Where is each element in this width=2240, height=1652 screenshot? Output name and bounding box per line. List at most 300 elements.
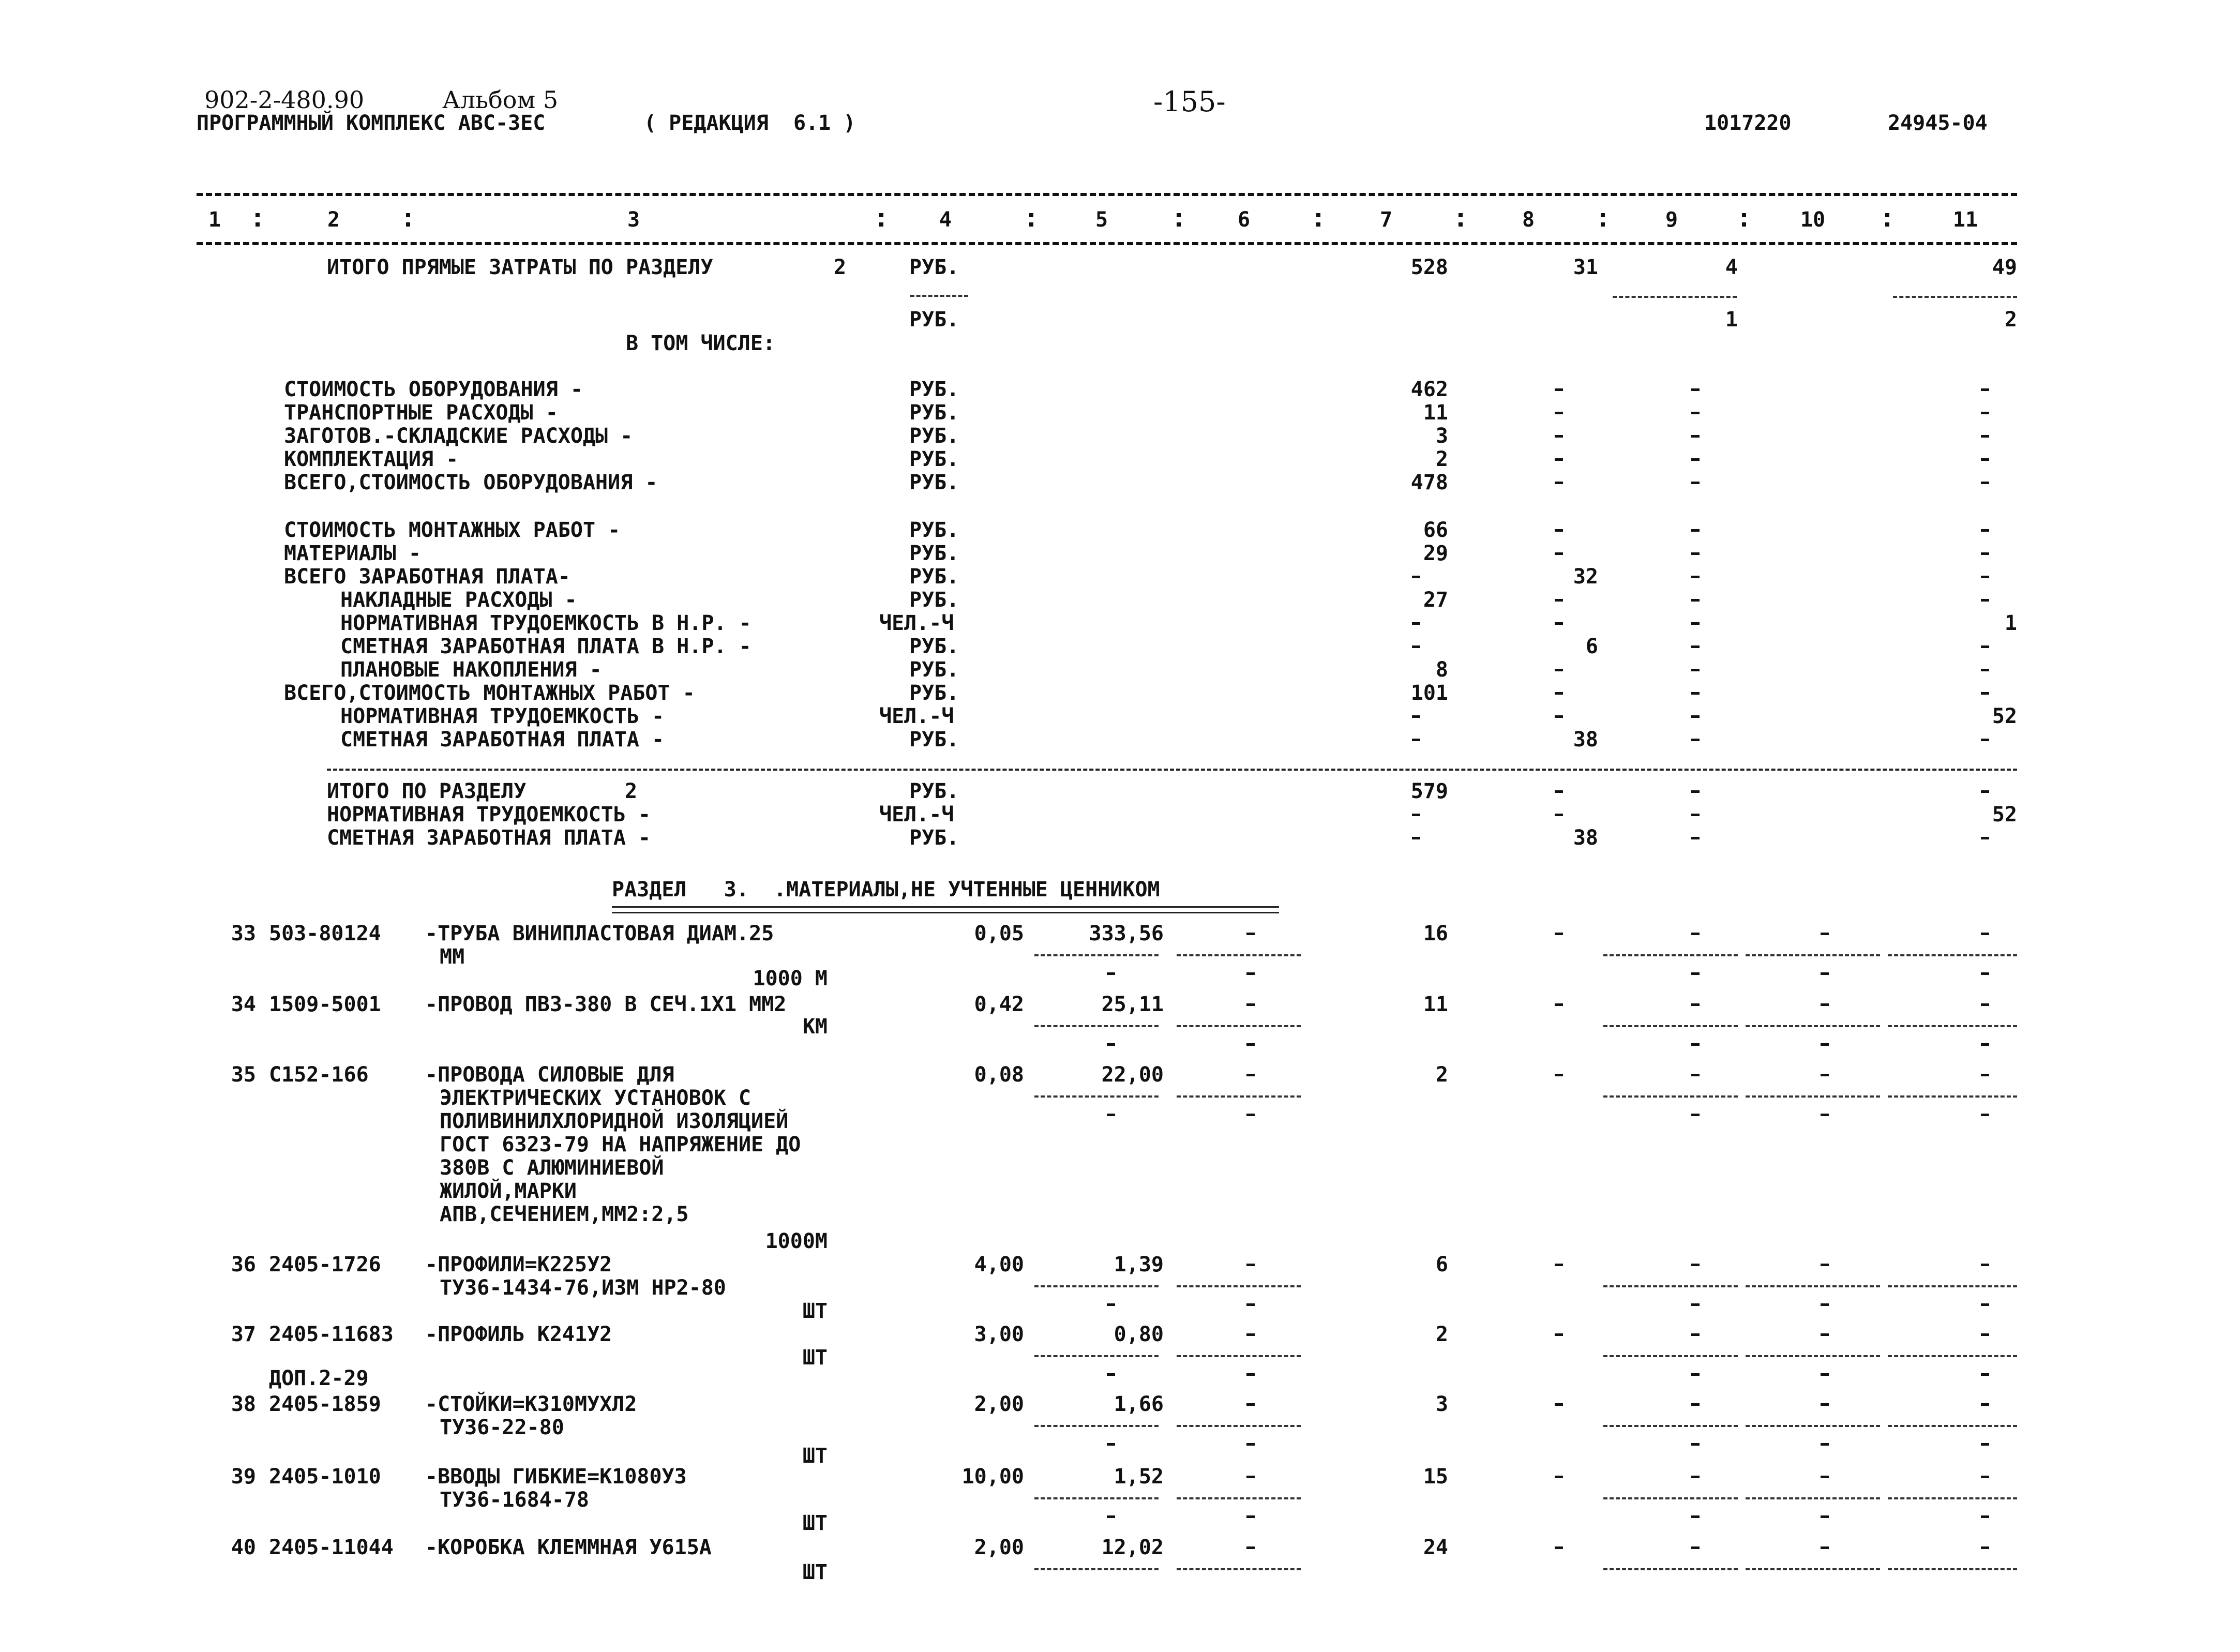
item-description: АПВ,СЕЧЕНИЕМ,ММ2:2,5 <box>440 1203 689 1226</box>
item-dash-line <box>1888 954 2017 956</box>
item-dash-line <box>1603 1355 1738 1357</box>
item-price: 1,39 <box>1114 1253 1164 1276</box>
item-dash-line <box>1177 1497 1301 1499</box>
dash-mark <box>1821 972 1829 975</box>
item-number: 36 <box>231 1253 256 1276</box>
column-separator <box>255 211 261 228</box>
column-separator <box>406 211 411 228</box>
dash-mark <box>1981 972 1989 975</box>
item-price: 12,02 <box>1101 1536 1164 1559</box>
dash-mark <box>1691 622 1700 625</box>
installation-line-unit: РУБ. <box>909 681 959 705</box>
item-code: 2405-1726 <box>269 1253 381 1276</box>
dash-mark <box>1821 933 1829 935</box>
installation-line-label: НОРМАТИВНАЯ ТРУДОЕМКОСТЬ - <box>340 704 665 728</box>
subtotal-dash-col11 <box>1893 296 2017 298</box>
dash-mark <box>1981 1043 1989 1046</box>
dash-mark <box>1691 435 1700 438</box>
total-col7: 528 <box>1410 256 1448 279</box>
installation-line-unit: ЧЕЛ.-Ч <box>879 611 954 635</box>
item-code: 503-80124 <box>269 922 381 945</box>
item-code: 2405-1859 <box>269 1392 381 1416</box>
dash-mark <box>1246 1443 1255 1446</box>
dash-mark <box>1107 1303 1115 1306</box>
dash-mark <box>1107 1043 1115 1046</box>
installation-line-unit: ЧЕЛ.-Ч <box>879 704 954 728</box>
dash-mark <box>1412 622 1420 625</box>
installation-col7: 29 <box>1423 542 1448 565</box>
item-quantity: 0,05 <box>974 922 1024 945</box>
item-unit: ШТ <box>802 1560 828 1584</box>
item-dash-line <box>1177 1095 1301 1098</box>
item-dash-line <box>1034 1425 1159 1427</box>
dash-mark <box>1691 1114 1700 1116</box>
dash-mark <box>1691 790 1700 793</box>
item-total: 2 <box>1435 1323 1448 1346</box>
dash-mark <box>1246 933 1255 935</box>
dash-mark <box>1981 1303 1989 1306</box>
dash-mark <box>1981 599 1989 602</box>
item-description: ЭЛЕКТРИЧЕСКИХ УСТАНОВОК С <box>440 1086 751 1110</box>
item-dash-line <box>1603 954 1738 956</box>
item-dash-line <box>1034 1355 1159 1357</box>
section-3-underline <box>612 906 1279 913</box>
item-price: 333,56 <box>1089 922 1164 945</box>
dash-mark <box>1555 1264 1563 1266</box>
item-number: 40 <box>231 1536 256 1559</box>
column-separator <box>879 211 884 228</box>
dash-mark <box>1691 1443 1700 1446</box>
item-quantity: 0,08 <box>974 1063 1024 1087</box>
doc-number: 902-2-480.90 <box>204 86 365 114</box>
installation-line-label: ПЛАНОВЫЕ НАКОПЛЕНИЯ - <box>340 658 602 682</box>
column-separator <box>1316 211 1321 228</box>
item-description: ЖИЛОЙ,МАРКИ <box>440 1179 577 1203</box>
item-number: 39 <box>231 1465 256 1489</box>
column-number: 11 <box>1952 208 1978 232</box>
installation-col8: 32 <box>1573 565 1598 589</box>
item-dash-line <box>1603 1285 1738 1287</box>
dash-mark <box>1821 1043 1829 1046</box>
dash-mark <box>1691 529 1700 532</box>
dash-mark <box>1821 1546 1829 1549</box>
column-separator <box>1459 211 1464 228</box>
dash-mark <box>1555 435 1563 438</box>
item-dash-line <box>1034 1497 1159 1499</box>
installation-line-label: СМЕТНАЯ ЗАРАБОТНАЯ ПЛАТА - <box>340 728 665 752</box>
item-dash-line <box>1888 1095 2017 1098</box>
item-code: С152-166 <box>269 1063 369 1087</box>
dash-mark <box>1691 645 1700 648</box>
equipment-line-unit: РУБ. <box>909 447 959 471</box>
item-dash-line <box>1746 1285 1880 1287</box>
installation-line-unit: РУБ. <box>909 658 959 682</box>
item-total: 2 <box>1435 1063 1448 1087</box>
dash-mark <box>1246 972 1255 975</box>
equipment-line-value: 3 <box>1435 424 1448 448</box>
dash-mark <box>1981 576 1989 578</box>
dash-mark <box>1981 1114 1989 1116</box>
installation-line-label: ВСЕГО ЗАРАБОТНАЯ ПЛАТА- <box>284 565 570 589</box>
item-unit: ШТ <box>802 1346 828 1370</box>
edition-label: ( РЕДАКЦИЯ 6.1 ) <box>644 111 856 135</box>
dash-mark <box>1412 576 1420 578</box>
dash-mark <box>1981 669 1989 671</box>
item-number: 34 <box>231 993 256 1016</box>
item-dash-line <box>1603 1095 1738 1098</box>
item-dash-line <box>1746 1497 1880 1499</box>
dash-mark <box>1981 1373 1989 1376</box>
dash-mark <box>1246 1546 1255 1549</box>
doc-code: 1017220 <box>1704 111 1792 135</box>
dash-mark <box>1981 1003 1989 1006</box>
item-dash-line <box>1177 954 1301 956</box>
equipment-line-unit: РУБ. <box>909 424 959 448</box>
dash-mark <box>1691 972 1700 975</box>
installation-col7: 101 <box>1410 681 1448 705</box>
installation-col11: 1 <box>2004 611 2017 635</box>
item-total: 6 <box>1435 1253 1448 1276</box>
dash-mark <box>1691 669 1700 671</box>
dash-mark <box>1555 458 1563 461</box>
item-code: 2405-11044 <box>269 1536 394 1559</box>
dash-mark <box>1555 1003 1563 1006</box>
column-number: 6 <box>1237 208 1251 232</box>
dash-mark <box>1412 739 1420 741</box>
column-separator <box>1029 211 1034 228</box>
item-description: -ПРОВОД ПВ3-380 В СЕЧ.1Х1 ММ2 <box>425 993 787 1016</box>
dash-mark <box>1981 1546 1989 1549</box>
item-code: 1509-5001 <box>269 993 381 1016</box>
dash-mark <box>1981 482 1989 484</box>
dash-mark <box>1246 1114 1255 1116</box>
dash-mark <box>1981 529 1989 532</box>
dash-mark <box>1981 435 1989 438</box>
dash-mark <box>1691 412 1700 414</box>
column-number: 10 <box>1800 208 1826 232</box>
column-separator <box>1177 211 1182 228</box>
dash-mark <box>1691 715 1700 718</box>
dash-mark <box>1555 669 1563 671</box>
column-number: 1 <box>208 208 221 232</box>
dash-mark <box>1981 412 1989 414</box>
dash-mark <box>1555 622 1563 625</box>
dash-mark <box>1246 1264 1255 1266</box>
dash-mark <box>1981 837 1989 839</box>
installation-col7: 27 <box>1423 588 1448 612</box>
dash-mark <box>1981 933 1989 935</box>
dash-mark <box>1981 1443 1989 1446</box>
section-total-rule <box>327 769 2017 771</box>
item-quantity: 2,00 <box>974 1392 1024 1416</box>
dash-mark <box>1555 412 1563 414</box>
installation-line-label: СТОИМОСТЬ МОНТАЖНЫХ РАБОТ - <box>284 518 621 542</box>
dash-mark <box>1981 645 1989 648</box>
item-description: ГОСТ 6323-79 НА НАПРЯЖЕНИЕ ДО <box>440 1133 801 1157</box>
dash-mark <box>1107 1373 1115 1376</box>
dash-mark <box>1691 1074 1700 1076</box>
installation-line-unit: РУБ. <box>909 728 959 752</box>
equipment-line-label: КОМПЛЕКТАЦИЯ - <box>284 447 459 471</box>
dash-mark <box>1981 1333 1989 1336</box>
dash-mark <box>1821 1264 1829 1266</box>
item-price: 1,66 <box>1114 1392 1164 1416</box>
item-quantity: 10,00 <box>961 1465 1024 1489</box>
dash-mark <box>1981 388 1989 391</box>
dash-mark <box>1246 1373 1255 1376</box>
dash-mark <box>1691 576 1700 578</box>
dash-mark <box>1821 1443 1829 1446</box>
section-total-col11: 52 <box>1992 803 2017 827</box>
installation-line-label: НАКЛАДНЫЕ РАСХОДЫ - <box>340 588 577 612</box>
item-description: ПОЛИВИНИЛХЛОРИДНОЙ ИЗОЛЯЦИЕЙ <box>440 1109 789 1133</box>
item-description: ТУ36-1434-76,ИЗМ НР2-80 <box>440 1276 726 1300</box>
item-dash-line <box>1034 954 1159 956</box>
column-number: 3 <box>627 208 640 232</box>
dash-mark <box>1555 1403 1563 1406</box>
item-quantity: 4,00 <box>974 1253 1024 1276</box>
dash-mark <box>1246 1043 1255 1046</box>
item-price: 0,80 <box>1114 1323 1164 1346</box>
dash-mark <box>1107 1443 1115 1446</box>
dash-mark <box>1981 1074 1989 1076</box>
item-dash-line <box>1888 1355 2017 1357</box>
item-dash-line <box>1034 1568 1159 1570</box>
unit-rub: РУБ. <box>909 256 959 279</box>
item-description: -ПРОФИЛЬ К241У2 <box>425 1323 612 1346</box>
item-total: 11 <box>1423 993 1448 1016</box>
section-total-label: ИТОГО ПО РАЗДЕЛУ <box>327 779 527 803</box>
equipment-line-label: ВСЕГО,СТОИМОСТЬ ОБОРУДОВАНИЯ - <box>284 471 658 494</box>
item-unit: ШТ <box>802 1444 828 1468</box>
dash-mark <box>1412 837 1420 839</box>
installation-line-unit: РУБ. <box>909 588 959 612</box>
item-number: 38 <box>231 1392 256 1416</box>
item-quantity: 2,00 <box>974 1536 1024 1559</box>
sheet-code: 24945-04 <box>1888 111 1988 135</box>
dash-mark <box>1691 1515 1700 1518</box>
equipment-line-value: 11 <box>1423 401 1448 425</box>
installation-line-unit: РУБ. <box>909 565 959 589</box>
installation-line-label: МАТЕРИАЛЫ - <box>284 542 421 565</box>
dash-mark <box>1821 1403 1829 1406</box>
item-unit: 1000М <box>765 1229 828 1253</box>
item-price: 25,11 <box>1101 993 1164 1016</box>
section-3-title: РАЗДЕЛ 3. .МАТЕРИАЛЫ,НЕ УЧТЕННЫЕ ЦЕННИКОМ <box>612 878 1160 902</box>
dash-mark <box>1107 1515 1115 1518</box>
dash-mark <box>1691 458 1700 461</box>
item-dash-line <box>1603 1425 1738 1427</box>
item-description: ММ <box>440 945 465 969</box>
item-code: 2405-11683 <box>269 1323 394 1346</box>
section-total-label: НОРМАТИВНАЯ ТРУДОЕМКОСТЬ - <box>327 803 651 827</box>
item-dash-line <box>1177 1355 1301 1357</box>
item-dash-line <box>1603 1568 1738 1570</box>
table-top-rule <box>197 193 2017 196</box>
equipment-line-value: 462 <box>1410 378 1448 401</box>
equipment-line-value: 478 <box>1410 471 1448 494</box>
dash-mark <box>1821 1114 1829 1116</box>
item-dash-line <box>1034 1025 1159 1027</box>
item-dash-line <box>1746 1355 1880 1357</box>
section-total-unit: РУБ. <box>909 826 959 850</box>
item-number: 33 <box>231 922 256 945</box>
item-quantity: 0,42 <box>974 993 1024 1016</box>
column-number: 8 <box>1522 208 1535 232</box>
item-dash-line <box>1603 1025 1738 1027</box>
dash-mark <box>1821 1003 1829 1006</box>
installation-line-unit: РУБ. <box>909 635 959 658</box>
dash-mark <box>1981 1264 1989 1266</box>
section-total-unit: РУБ. <box>909 779 959 803</box>
item-dash-line <box>1888 1568 2017 1570</box>
column-number: 7 <box>1379 208 1393 232</box>
item-total: 24 <box>1423 1536 1448 1559</box>
column-number: 4 <box>939 208 952 232</box>
dash-mark <box>1691 1003 1700 1006</box>
item-quantity: 3,00 <box>974 1323 1024 1346</box>
dash-mark <box>1691 1373 1700 1376</box>
item-unit: ШТ <box>802 1511 828 1535</box>
dash-mark <box>1246 1074 1255 1076</box>
dash-mark <box>1555 814 1563 816</box>
dash-mark <box>1691 933 1700 935</box>
installation-line-label: НОРМАТИВНАЯ ТРУДОЕМКОСТЬ В Н.Р. - <box>340 611 751 635</box>
unit-rub-2: РУБ. <box>909 308 959 332</box>
dash-mark <box>1821 1333 1829 1336</box>
dash-mark <box>1691 552 1700 555</box>
column-separator <box>1742 211 1747 228</box>
item-dash-line <box>1888 1425 2017 1427</box>
dash-mark <box>1246 1333 1255 1336</box>
item-total: 3 <box>1435 1392 1448 1416</box>
dash-mark <box>1691 1043 1700 1046</box>
dash-mark <box>1691 692 1700 695</box>
item-dash-line <box>1888 1285 2017 1287</box>
equipment-line-unit: РУБ. <box>909 471 959 494</box>
item-description: -СТОЙКИ=К310МУХЛ2 <box>425 1392 637 1416</box>
item-dash-line <box>1177 1025 1301 1027</box>
item-description: -ПРОФИЛИ=К225У2 <box>425 1253 612 1276</box>
dash-mark <box>1555 1074 1563 1076</box>
item-code: 2405-1010 <box>269 1465 381 1489</box>
item-unit: КМ <box>802 1015 828 1039</box>
dash-mark <box>1412 645 1420 648</box>
dash-mark <box>1246 1403 1255 1406</box>
dash-mark <box>1691 814 1700 816</box>
equipment-line-label: ЗАГОТОВ.-СКЛАДСКИЕ РАСХОДЫ - <box>284 424 633 448</box>
dash-mark <box>1555 388 1563 391</box>
dash-mark <box>1555 715 1563 718</box>
item-total: 15 <box>1423 1465 1448 1489</box>
dash-mark <box>1821 1373 1829 1376</box>
dash-mark <box>1691 1333 1700 1336</box>
section-number: 2 <box>834 256 847 279</box>
item-description: ТУ36-22-80 <box>440 1416 564 1439</box>
dash-mark <box>1412 715 1420 718</box>
dash-mark <box>1107 972 1115 975</box>
dash-mark <box>1691 1546 1700 1549</box>
item-dash-line <box>1746 1425 1880 1427</box>
item-dash-line <box>1034 1285 1159 1287</box>
dash-mark <box>1555 1546 1563 1549</box>
section-total-col8: 38 <box>1573 826 1598 850</box>
dash-mark <box>1691 599 1700 602</box>
item-dash-line <box>1746 1095 1880 1098</box>
dash-mark <box>1691 1403 1700 1406</box>
item-price: 22,00 <box>1101 1063 1164 1087</box>
dash-mark <box>1691 1303 1700 1306</box>
dash-mark <box>1981 552 1989 555</box>
equipment-line-label: ТРАНСПОРТНЫЕ РАСХОДЫ - <box>284 401 558 425</box>
dash-mark <box>1412 814 1420 816</box>
installation-line-label: СМЕТНАЯ ЗАРАБОТНАЯ ПЛАТА В Н.Р. - <box>340 635 751 658</box>
item-dash-line <box>1603 1497 1738 1499</box>
page-number: -155- <box>1153 85 1226 118</box>
dash-mark <box>1555 529 1563 532</box>
item-dash-line <box>1888 1025 2017 1027</box>
item-unit: 1000 М <box>753 967 828 990</box>
item-dash-line <box>1177 1285 1301 1287</box>
dash-mark <box>1555 1476 1563 1478</box>
dash-mark <box>1981 458 1989 461</box>
installation-col7: 66 <box>1423 518 1448 542</box>
item-number: 37 <box>231 1323 256 1346</box>
subtotal-dash-col9 <box>1613 296 1737 298</box>
dash-mark <box>1555 790 1563 793</box>
dash-mark <box>1981 790 1989 793</box>
dash-mark <box>1691 482 1700 484</box>
installation-col8: 6 <box>1585 635 1598 658</box>
equipment-line-unit: РУБ. <box>909 401 959 425</box>
installation-line-unit: РУБ. <box>909 518 959 542</box>
item-dash-line <box>1177 1568 1301 1570</box>
total-col9: 4 <box>1725 256 1738 279</box>
item-price: 1,52 <box>1114 1465 1164 1489</box>
dash-mark <box>1555 552 1563 555</box>
column-separator <box>1885 211 1890 228</box>
dash-mark <box>1555 692 1563 695</box>
dash-mark <box>1246 1003 1255 1006</box>
installation-line-unit: РУБ. <box>909 542 959 565</box>
dash-mark <box>1821 1303 1829 1306</box>
including-label: В ТОМ ЧИСЛЕ: <box>626 332 775 355</box>
dash-mark <box>1981 1515 1989 1518</box>
installation-col7: 8 <box>1435 658 1448 682</box>
dash-mark <box>1107 1114 1115 1116</box>
section-total-col7: 579 <box>1410 779 1448 803</box>
column-separator <box>1601 211 1606 228</box>
item-description: -ВВОДЫ ГИБКИЕ=К1080У3 <box>425 1465 687 1489</box>
dash-mark <box>1821 1074 1829 1076</box>
dash-mark <box>1246 1303 1255 1306</box>
item-description: -КОРОБКА КЛЕММНАЯ У615А <box>425 1536 712 1559</box>
dash-mark <box>1246 1515 1255 1518</box>
equipment-line-unit: РУБ. <box>909 378 959 401</box>
item-description: ТУ36-1684-78 <box>440 1488 589 1512</box>
item-dash-line <box>1177 1425 1301 1427</box>
dash-mark <box>1691 1476 1700 1478</box>
dash-mark <box>1691 1264 1700 1266</box>
dash-mark <box>1691 739 1700 741</box>
subtotal-dash <box>910 295 968 297</box>
dash-mark <box>1555 933 1563 935</box>
column-number: 5 <box>1095 208 1108 232</box>
dash-mark <box>1981 739 1989 741</box>
installation-line-label: ВСЕГО,СТОИМОСТЬ МОНТАЖНЫХ РАБОТ - <box>284 681 695 705</box>
item-number: 35 <box>231 1063 256 1087</box>
item-description: -ПРОВОДА СИЛОВЫЕ ДЛЯ <box>425 1063 674 1087</box>
